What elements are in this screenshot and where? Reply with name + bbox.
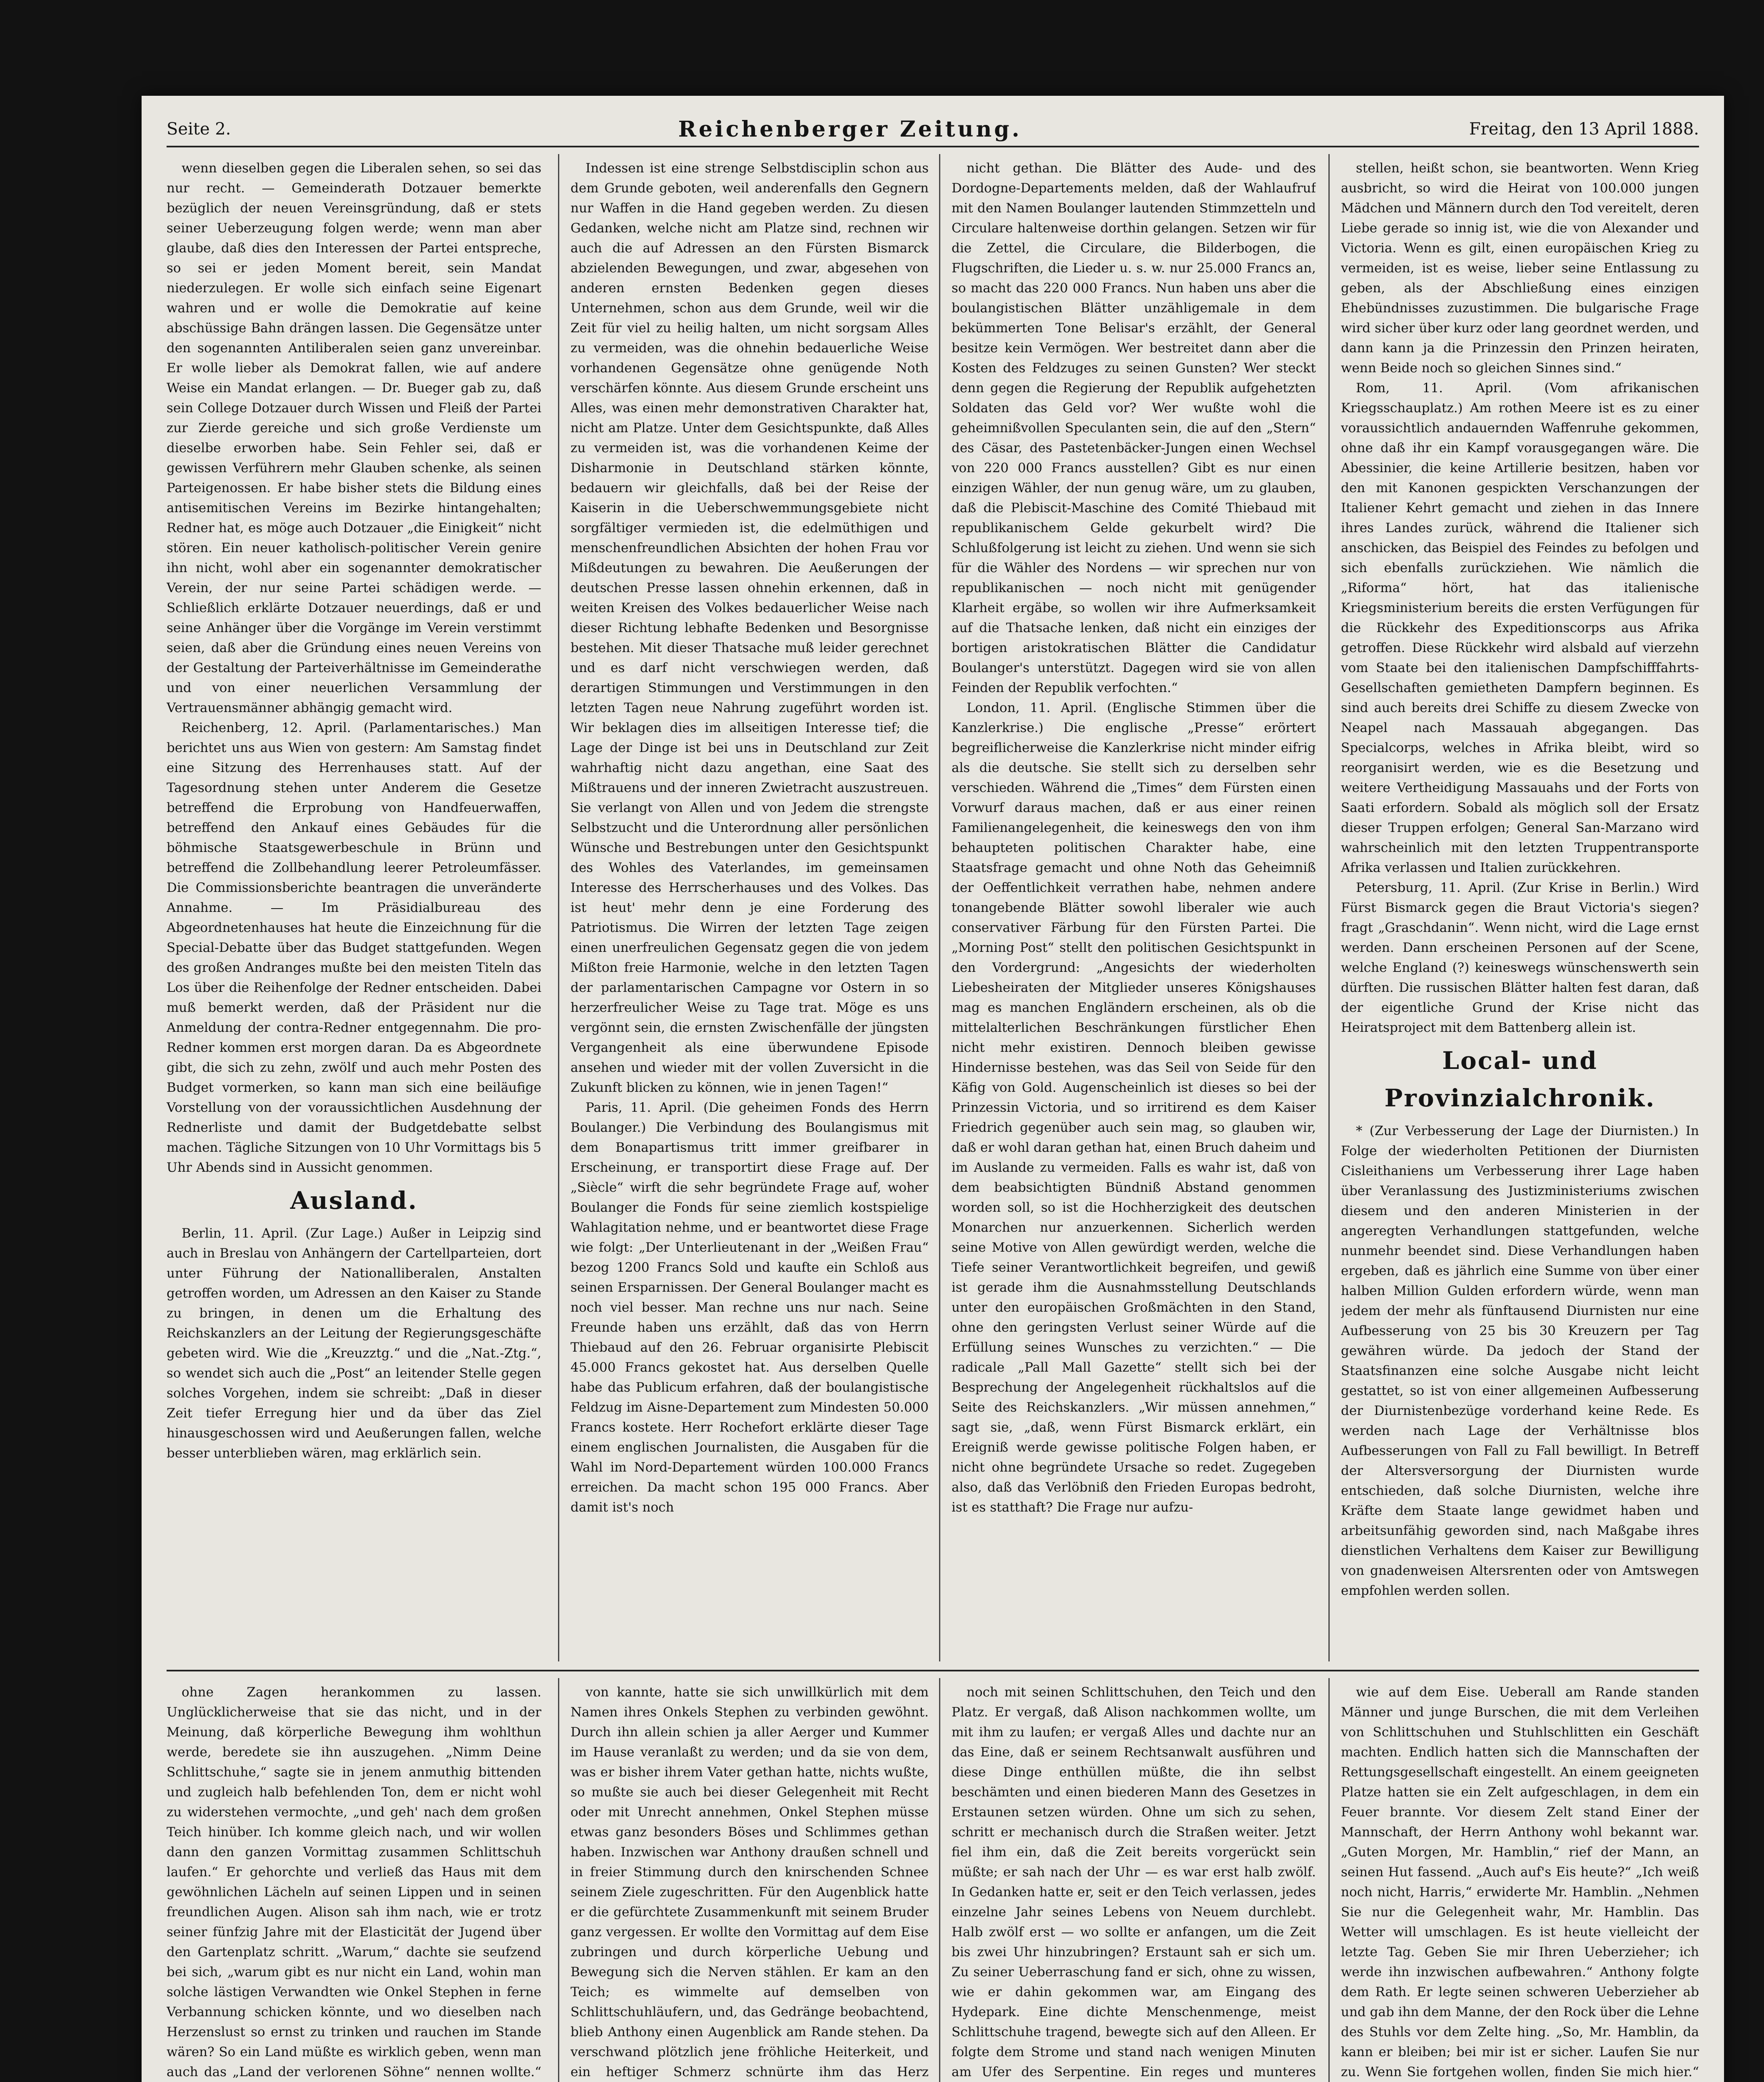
column-rule <box>939 1678 940 2082</box>
feuilleton-text: noch mit seinen Schlittschuhen, den Teich und den Platz. Er vergaß, daß Alison nachkommen wollte, um mit ihm zu laufen; er vergaß Alles und dachte nur an das Eine, daß er seinem Rechtsanwalt ausführen und diese Dinge enthüllen müßte, die ihn selbst beschämten und einen biederen Mann des Gesetzes in Erstaunen setzen würden. Ohne um sich zu sehen, schritt er mechanisch durch die Straßen weiter. Jetzt fiel ihm ein, daß die Zeit bereits vorgerückt sein müßte; er sah nach der Uhr — es war erst halb zwölf. In Gedanken hatte er, seit er den Teich verlassen, jedes einzelne Jahr seines Lebens von Neuem durchlebt. Halb zwölf erst — wo sollte er anfangen, um die Zeit bis zwei Uhr hinzubringen? Erstaunt sah er sich um. Zu seiner Ueberraschung fand er sich, ohne zu wissen, wie er dahin gekommen war, am Eingang des Hydepark. Eine dichte Menschenmenge, meist Schlittschuhe tragend, bewegte sich auf den Alleen. Er folgte dem Strome und stand nach wenigen Minuten am Ufer des Serpentine. Ein reges und munteres <box>952 1685 1316 2080</box>
page-number: Seite 2. <box>167 120 231 139</box>
article-text: wenn dieselben gegen die Liberalen sehen, so sei das nur recht. — Gemeinderath Dotzauer bemerkte bezüglich der neuen Vereinsgründung, daß er stets seiner Ueberzeugung folgen werde; wenn man aber glaube, daß dies den Interessen der Partei entspreche, so sei er jeden Moment bereit, sein Mandat niederzulegen. Er wolle sich einfach seine Eigenart wahren und er wolle die Demokratie auf keine abschüssige Bahn drängen lassen. Die Gegensätze unter den sogenannten Antiliberalen seien ganz unvereinbar. Er wolle lieber als Demokrat fallen, wie auf andere Weise ein Mandat erlangen. — Dr. Bueger gab zu, daß sein College Dotzauer durch Wissen und Fleiß der Partei zur Zierde gereiche und sich große Verdienste um dieselbe erworben habe. Sein Fehler sei, daß er gewissen Verführern mehr Glauben schenke, als seinen Parteigenossen. Er habe bisher stets die Bildung eines antisemitischen Vereins im Bezirke hintangehalten; Redner hat, es möge auch Dotzauer „die Einigkeit“ nicht stören. Ein neuer katholisch-politischer Verein genire ihn nicht, wohl aber ein sogenannter demokratischer Verein, der nur seine Partei schädigen werde. — Schließlich erklärte Dotzauer neuerdings, daß er und seine Anhänger über die Vorgänge im Verein verstimmt seien, daß aber die Gründung eines neuen Vereins von der Gestaltung der Parteiverhältnisse im Gemeinderathe und von einer neuerlichen Versammlung der Vertrauensmänner abhängig gemacht wird. <box>167 161 541 715</box>
feuilleton-column-4 <box>1341 1682 1699 2082</box>
feuilleton-column-1 <box>167 1682 541 2082</box>
feuilleton-text: ohne Zagen herankommen zu lassen. Unglücklicherweise that sie das nicht, und in der Meinung, daß körperliche Bewegung ihm wohlthun werde, beredete sie ihn auszugehen. „Nimm Deine Schlittschuhe,“ sagte sie in jenem anmuthig bittenden und zugleich halb befehlenden Ton, dem er nicht wohl zu widerstehen vermochte, „und geh' nach dem großen Teich hinüber. Ich komme gleich nach, und wir wollen dann den ganzen Vormittag zusammen Schlittschuh laufen.“ Er gehorchte und verließ das Haus mit dem gewöhnlichen Lächeln auf seinen Lippen und in seinen freundlichen Augen. Alison sah ihm nach, wie er trotz seiner fünfzig Jahre mit der Elasticität der Jugend über den Gartenplatz schritt. „Warum,“ dachte sie seufzend bei sich, „warum gibt es nur nicht ein Land, wohin man solche lästigen Verwandten wie Onkel Stephen in ferne Verbannung schicken könnte, und wo dieselben nach Herzenslust so ernst zu trinken und rauchen im Stande wären? So ein Land müßte es wirklich geben, wenn man auch das „Land der verlorenen Söhne“ nennen wollte.“ <box>167 1685 541 2080</box>
newspaper-title: Reichenberger Zeitung. <box>678 116 1022 142</box>
article-text: Reichenberg, 12. April. (Parlamentarisches.) Man berichtet uns aus Wien von gestern: Am Samstag findet eine Sitzung des Herrenhauses statt. Auf der Tagesordnung stehen unter Anderem die Gesetze betreffend die Erprobung von Handfeuerwaffen, betreffend den Ankauf eines Gebäudes für die böhmische Staatsgewerbeschule in Brünn und betreffend die Zollbehandlung leerer Petroleumfässer. Die Commissionsberichte beantragen die unveränderte Annahme. — Im Präsidialbureau des Abgeordnetenhauses hat heute die Einzeichnung für die Special-Debatte über das Budget stattgefunden. Wegen des großen Andranges mußte bei den meisten Titeln das Los über die Reihenfolge der Redner entscheiden. Dabei muß bemerkt werden, daß der Präsident nur die Anmeldung der contra-Redner entgegennahm. Die pro-Redner kommen erst morgen daran. Da es Abgeordnete gibt, die sich zu zehn, zwölf und auch mehr Posten des Budget vormerken, so kann man sich eine beiläufige Vorstellung von der voraussichtlichen Ausdehnung der Rednerliste und damit der Budgetdebatte selbst machen. Tägliche Sitzungen von 10 Uhr Vormittags bis 5 Uhr Abends sind in Aussicht genommen. <box>167 720 541 1175</box>
masthead <box>167 112 1699 147</box>
article-column-3 <box>952 158 1316 1661</box>
article-text: Paris, 11. April. (Die geheimen Fonds des Herrn Boulanger.) Die Verbindung des Boulangismus mit dem Bonapartismus tritt immer greifbarer in Erscheinung, er transportirt diese Frage auf. Der „Siècle“ wirft die sehr begründete Frage auf, woher Boulanger die Fonds für seine ziemlich kostspielige Wahlagitation nehme, und er beantwortet diese Frage wie folgt: „Der Unterlieutenant in der „Weißen Frau“ bezog 1200 Francs Sold und kaufte ein Schloß aus seinen Ersparnissen. Der General Boulanger macht es noch viel besser. Man rechne uns nur nach. Seine Freunde haben uns erzählt, daß das von Herrn Thiebaud auf den 26. Februar organisirte Plebiscit 45.000 Francs gekostet hat. Aus derselben Quelle habe das Publicum erfahren, daß der boulangistische Feldzug im Aisne-Departement zum Mindesten 50.000 Francs kostete. Herr Rochefort erklärte dieser Tage einem englischen Journalisten, die Ausgaben für die Wahl im Nord-Departement würden 100.000 Francs erreichen. Da macht schon 195 000 Francs. Aber damit ist's noch <box>571 1100 929 1515</box>
article-text: * (Zur Verbesserung der Lage der Diurnisten.) In Folge der wiederholten Petitionen der Diurnisten Cisleithaniens um Verbesserung ihrer Lage haben über Veranlassung des Justizministeriums zwischen diesem und den anderen Ministerien in der angeregten Verhandlungen stattgefunden, welche nunmehr beendet sind. Diese Verhandlungen haben ergeben, daß es jährlich eine Summe von über einer halben Million Gulden erfordern würde, wenn man jedem der mehr als fünftausend Diurnisten nur eine Aufbesserung von 25 bis 30 Kreuzern per Tag gewähren würde. Da jedoch der Stand der Staatsfinanzen eine solche Ausgabe nicht leicht gestattet, so ist von einer allgemeinen Aufbesserung der Diurnistenbezüge vorderhand keine Rede. Es werden nach Lage der Verhältnisse blos Aufbesserungen von Fall zu Fall bewilligt. In Betreff der Altersversorgung der Diurnisten wurde entschieden, daß solche Diurnisten, welche ihre Kräfte dem Staate lange gewidmet haben und arbeitsunfähig geworden sind, nach Maßgabe ihres dienstlichen Verhaltens dem Kaiser zur Bewilligung von gnadenweisen Altersrenten oder von Amtswegen empfohlen werden sollen. <box>1341 1123 1699 1598</box>
article-column-4 <box>1341 158 1699 1661</box>
column-rule <box>558 154 559 1661</box>
article-text: Berlin, 11. April. (Zur Lage.) Außer in Leipzig sind auch in Breslau von Anhängern der Cartellparteien, dort unter Führung der Nationalliberalen, Anstalten getroffen worden, um Adressen an den Kaiser zu Stande zu bringen, in denen um die Erhaltung des Reichskanzlers an der Leitung der Regierungsgeschäfte gebeten wird. Wie die „Kreuzztg.“ und die „Nat.-Ztg.“, so wendet sich auch die „Post“ an leitender Stelle gegen solches Vorgehen, indem sie schreibt: „Daß in dieser Zeit tiefer Erregung hier und da über das Ziel hinausgeschossen wird und Aeußerungen fallen, welche besser unterblieben wären, mag erklärlich sein. <box>167 1226 541 1461</box>
column-rule <box>558 1678 559 2082</box>
article-column-2 <box>571 158 929 1661</box>
newspaper-page <box>142 96 1724 2082</box>
feuilleton-column-3 <box>952 1682 1316 2082</box>
column-rule <box>939 154 940 1661</box>
section-heading: Ausland. <box>290 1186 418 1215</box>
feuilleton-divider <box>167 1670 1699 1671</box>
feuilleton-text: von kannte, hatte sie sich unwillkürlich mit dem Namen ihres Onkels Stephen zu verbinden gewöhnt. Durch ihn allein schien ja aller Aerger und Kummer im Hause veranlaßt zu werden; und da sie von dem, was er bisher ihrem Vater gethan hatte, nichts wußte, so mußte sie auch bei dieser Gelegenheit mit Recht oder mit Unrecht annehmen, Onkel Stephen müsse etwas ganz besonders Böses und Schlimmes gethan haben. Inzwischen war Anthony draußen schnell und in freier Stimmung durch den knirschenden Schnee seinem Ziele zugeschritten. Für den Augenblick hatte er die gefürchtete Zusammenkunft mit seinem Bruder ganz vergessen. Er wollte den Vormittag auf dem Eise zubringen und durch körperliche Uebung und Bewegung sich die Nerven stählen. Er kam an den Teich; es wimmelte auf demselben von Schlittschuhläufern, und, das Gedränge beobachtend, blieb Anthony einen Augenblick am Rande stehen. Da verschwand plötzlich jene fröhliche Heiterkeit, und ein heftiger Schmerz schnürte ihm das Herz <box>571 1685 929 2080</box>
issue-date: Freitag, den 13 April 1888. <box>1469 120 1699 139</box>
article-column-1 <box>167 158 541 1661</box>
column-rule <box>1328 154 1330 1661</box>
article-text: Petersburg, 11. April. (Zur Krise in Berlin.) Wird Fürst Bismarck gegen die Braut Victoria's siegen? fragt „Graschdanin“. Wenn nicht, wird die Lage ernst werden. Dann erscheinen Personen auf der Scene, welche England (?) keineswegs wünschenswerth sein dürften. Die russischen Blätter halten fest daran, daß der eigentliche Grund der Krise nicht das Heiratsproject mit dem Battenberg allein ist. <box>1341 880 1699 1035</box>
column-rule <box>1328 1678 1330 2082</box>
article-text: nicht gethan. Die Blätter des Aude- und des Dordogne-Departements melden, daß der Wahlaufruf mit den Namen Boulanger lautenden Stimmzetteln und Circulare haltenweise dorthin gelangen. Setzen wir für die Zettel, die Circulare, die Bilderbogen, die Flugschriften, die Lieder u. s. w. nur 25.000 Francs an, so macht das 220 000 Francs. Nun haben uns aber die boulangistischen Blätter unzähligemale in dem bekümmerten Tone Belisar's erzählt, der General besitze kein Vermögen. Wer bestreitet dann aber die Kosten des Feldzuges zu seinen Gunsten? Wer steckt denn gegen die Regierung der Republik aufgehetzten Soldaten das Geld vor? Wer wußte wohl die geheimnißvollen Speculanten sein, die auf den „Stern“ des Cäsar, des Pastetenbäcker-Jungen einen Wechsel von 220 000 Francs ausstellen? Gibt es nur einen einzigen Wähler, der nun genug wäre, um zu glauben, daß die Plebiscit-Maschine des Comité Thiebaud mit republikanischem Gelde gekurbelt wird? Die Schlußfolgerung ist leicht zu ziehen. Und wenn sie sich für die Wähler des Nordens — wir sprechen nur von republikanischen — noch nicht mit genügender Klarheit ergäbe, so wollen wir ihre Aufmerksamkeit auf die Thatsache lenken, daß nicht ein einziges der bortigen aristokratischen Blätter die Candidatur Boulanger's unterstützt. Dagegen wird sie von allen Feinden der Republik verfochten.“ <box>952 161 1316 695</box>
article-text: Rom, 11. April. (Vom afrikanischen Kriegsschauplatz.) Am rothen Meere ist es zu einer voraussichtlich andauernden Waffenruhe gekommen, ohne daß ihr ein Kampf vorausgegangen wäre. Die Abessinier, die keine Artillerie besitzen, haben vor den mit Kanonen gespickten Verschanzungen der Italiener Kehrt gemacht und ziehen in das Innere ihres Landes zurück, während die Italiener sich anschicken, das Beispiel des Feindes zu befolgen und sich ebenfalls zurückziehen. Wie nämlich die „Riforma“ hört, hat das italienische Kriegsministerium bereits die ersten Verfügungen für die Rückkehr des Expeditionscorps aus Afrika getroffen. Diese Rückkehr wird alsbald auf vierzehn vom Staate bei den italienischen Dampfschifffahrts-Gesellschaften gemietheten Dampfern beginnen. Es sind auch bereits drei Schiffe zu diesem Zwecke von Neapel nach Massauah abgegangen. Das Specialcorps, welches in Afrika bleibt, wird so reorganisirt werden, wie es die Besetzung und weitere Vertheidigung Massauahs und der Forts von Saati erfordern. Sobald als möglich soll der Ersatz dieser Truppen erfolgen; General San-Marzano wird wahrscheinlich mit den letzten Truppentransporte Afrika verlassen und Italien zurückkehren. <box>1341 381 1699 875</box>
article-text: Indessen ist eine strenge Selbstdisciplin schon aus dem Grunde geboten, weil anderenfalls den Gegnern nur Waffen in die Hand gegeben werden. Zu diesen Gedanken, welche nicht am Platze sind, rechnen wir auch die auf Adressen an den Fürsten Bismarck abzielenden Bewegungen, und zwar, abgesehen von anderen ernsten Bedenken gegen dieses Unternehmen, schon aus dem Grunde, weil wir die Zeit für viel zu heilig halten, um nicht sorgsam Alles zu vermeiden, was die ohnehin bedauerliche Weise vorhandenen Gegensätze ohne genügende Noth verschärfen könnte. Aus diesem Grunde erscheint uns Alles, was einen mehr demonstrativen Charakter hat, nicht am Platze. Unter dem Gesichtspunkte, daß Alles zu vermeiden ist, was die vorhandenen Keime der Disharmonie in Deutschland stärken könnte, bedauern wir gleichfalls, daß bei der Reise der Kaiserin in die Ueberschwemmungsgebiete nicht sorgfältiger vermieden ist, die edelmüthigen und menschenfreundlichen Absichten der hohen Frau vor Mißdeutungen zu bewahren. Die Aeußerungen der deutschen Presse lassen ohnehin erkennen, daß in weiten Kreisen des Volkes bedauerlicher Weise nach dieser Richtung lebhafte Bedenken und Besorgnisse bestehen. Mit dieser Thatsache muß leider gerechnet und es darf nicht verschwiegen werden, daß derartigen Stimmungen und Verstimmungen in den letzten Tagen neue Nahrung zugeführt worden ist. Wir beklagen dies im allseitigen Interesse tief; die Lage der Dinge ist bei uns in Deutschland zur Zeit wahrhaftig nicht dazu angethan, eine Saat des Mißtrauens und der inneren Zwietracht auszustreuen. Sie verlangt von Allen und von Jedem die strengste Selbstzucht und die Unterordnung aller persönlichen Wünsche und Bestrebungen unter den Gesichtspunkt des Wohles des Vaterlandes, im gemeinsamen Interesse des Herrscherhauses und des Volkes. Das ist heut' mehr denn je eine Forderung des Patriotismus. Die Wirren der letzten Tage zeigen einen unerfreulichen Gegensatz gegen die von jedem Mißton freie Harmonie, welche in den letzten Tagen der parlamentarischen Campagne vor Ostern in so herzerfreulicher Weise zu Tage trat. Möge es uns vergönnt sein, die ernsten Zwischenfälle der jüngsten Vergangenheit als eine überwundene Episode ansehen und wieder mit der vollen Zuversicht in die Zukunft blicken zu können, wie in jenen Tagen!“ <box>571 161 929 1095</box>
article-text: stellen, heißt schon, sie beantworten. Wenn Krieg ausbricht, so wird die Heirat von 100.000 jungen Mädchen und Männern durch den Tod vereitelt, deren Liebe gerade so innig ist, wie die von Alexander und Victoria. Wenn es gilt, einen europäischen Krieg zu vermeiden, ist es weise, lieber seine Entlassung zu geben, als der Abschließung eines einzigen Ehebündnisses zuzustimmen. Die bulgarische Frage wird sicher über kurz oder lang geordnet werden, und dann kann ja die Prinzessin den Prinzen heiraten, wenn Beide noch so gleichen Sinnes sind.“ <box>1341 161 1699 376</box>
feuilleton-text: wie auf dem Eise. Ueberall am Rande standen Männer und junge Burschen, die mit dem Verleihen von Schlittschuhen und Stuhlschlitten ein Geschäft machten. Endlich hatten sich die Mannschaften der Rettungsgesellschaft eingestellt. An einem geeigneten Platze hatten sie ein Zelt aufgeschlagen, in dem ein Feuer brannte. Vor diesem Zelt stand Einer der Mannschaft, der Herrn Anthony wohl bekannt war. „Guten Morgen, Mr. Hamblin,“ rief der Mann, an seinen Hut fassend. „Auch auf's Eis heute?“ „Ich weiß noch nicht, Harris,“ erwiderte Mr. Hamblin. „Nehmen Sie nur die Gelegenheit wahr, Mr. Hamblin. Das Wetter will umschlagen. Es ist heute vielleicht der letzte Tag. Geben Sie mir Ihren Ueberzieher; ich werde ihn inzwischen aufbewahren.“ Anthony folgte dem Rath. Er legte seinen schweren Ueberzieher ab und gab ihn dem Manne, der den Rock über die Lehne des Stuhls vor dem Zelte hing. „So, Mr. Hamblin, da kann er bleiben; bei mir ist er sicher. Laufen Sie nur zu. Wenn Sie fortgehen wollen, finden Sie mich hier.“ <box>1341 1685 1699 2080</box>
article-text: London, 11. April. (Englische Stimmen über die Kanzlerkrise.) Die englische „Presse“ erörtert begreiflicherweise die Kanzlerkrise nicht minder eifrig als die deutsche. Sie stellt sich zu derselben sehr verschieden. Während die „Times“ dem Fürsten einen Vorwurf daraus machen, daß er aus einer reinen Familienangelegenheit, die keineswegs den von ihm behaupteten politischen Charakter habe, eine Staatsfrage gemacht und ohne Noth das Geheimniß der Oeffentlichkeit verrathen habe, nehmen andere tonangebende Blätter sowohl liberaler wie auch conservativer Färbung für den Fürsten Partei. Die „Morning Post“ stellt den politischen Gesichtspunkt in den Vordergrund: „Angesichts der wiederholten Liebesheiraten der Mitglieder unseres Königshauses mag es manchen Engländern erscheinen, als ob die mittelalterlichen Beschränkungen fürstlicher Ehen nicht mehr existiren. Dennoch bleiben gewisse Hindernisse bestehen, was das Seil von Seide für den Käfig von Gold. Augenscheinlich ist dieses so bei der Prinzessin Victoria, und so irritirend es dem Kaiser Friedrich gegenüber auch sein mag, so glauben wir, daß er wohl daran gethan hat, einen Bruch daheim und im Auslande zu vermeiden. Falls es wahr ist, daß von dem beabsichtigten Bündniß Abstand genommen worden soll, so ist die Hochherzigkeit des deutschen Monarchen nur anzuerkennen. Sicherlich werden seine Motive von Allen gewürdigt werden, welche die Tiefe seiner Verantwortlichkeit begreifen, und gewiß ist gerade ihm die Ausnahmsstellung Deutschlands unter den europäischen Großmächten in den Stand, ohne den geringsten Verlust seiner Würde auf die Erfüllung seines Wunsches zu verzichten.“ — Die radicale „Pall Mall Gazette“ stellt sich bei der Besprechung der Angelegenheit rückhaltslos auf die Seite des Reichskanzlers. „Wir müssen annehmen,“ sagt sie, „daß, wenn Fürst Bismarck erklärt, ein Ereigniß werde gewisse politische Folgen haben, er nicht ohne begründete Ursache so redet. Zugegeben also, daß das Verlöbniß den Frieden Europas bedroht, ist es statthaft? Die Frage nur aufzu- <box>952 700 1316 1515</box>
feuilleton-column-2 <box>571 1682 929 2082</box>
section-heading: Local- und Provinzialchronik. <box>1384 1046 1656 1112</box>
